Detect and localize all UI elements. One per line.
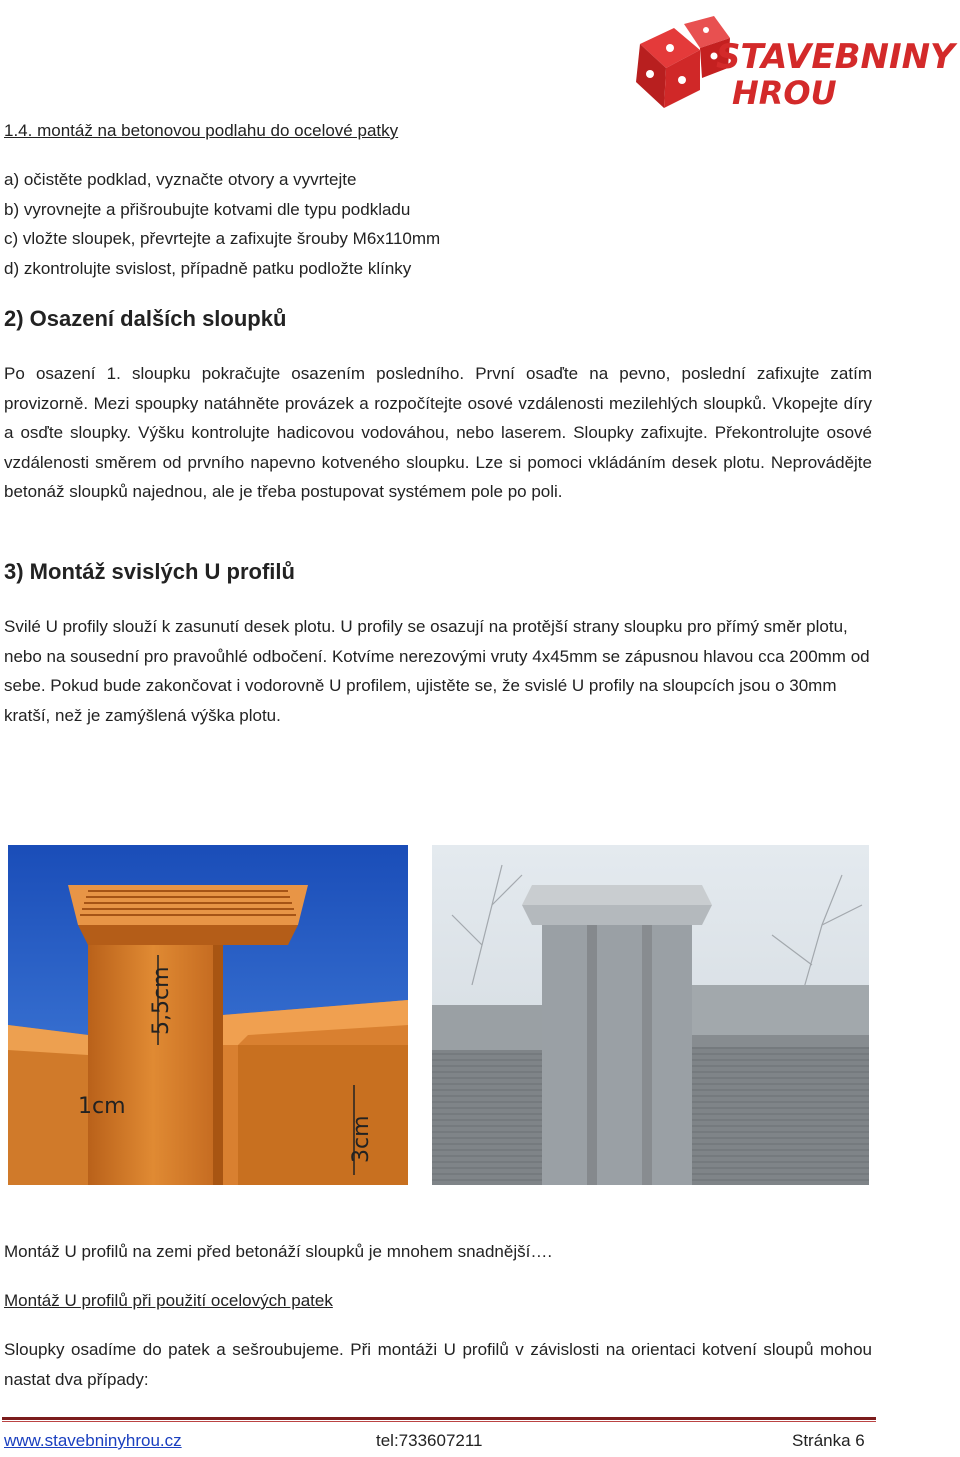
footer-rule	[2, 1417, 876, 1420]
company-logo	[626, 6, 960, 114]
footer-website-link[interactable]: www.stavebninyhrou.cz	[4, 1431, 182, 1450]
dim-label-5-5cm: 5,5cm	[149, 966, 174, 1035]
footer-phone: tel:733607211	[376, 1431, 483, 1450]
dim-label-3cm: 3cm	[349, 1115, 374, 1163]
heading-section-3: 3) Montáž svislých U profilů	[4, 559, 295, 584]
section-title: 1.4. montáž na betonovou podlahu do ocelové patky	[4, 121, 399, 140]
step-a: a) očistěte podklad, vyznačte otvory a vyvrtejte	[4, 170, 357, 189]
heading-section-2: 2) Osazení dalších sloupků	[4, 306, 287, 331]
paragraph-section-2: Po osazení 1. sloupku pokračujte osazením posledního. První osaďte na pevno, poslední zafixujte zatím provizorně. Mezi spoupky natáhněte provázek a rozpočítejte osové vzdálenosti mezilehlých sloupků. Vkopejte díry a osďte sloupky. Výšku kontrolujte hadicovou vodováhou, nebo laserem. Sloupky zafixujte. Překontrolujte osové vzdálenosti směrem od prvního napevno kotveného sloupku. Lze si pomoci vkládáním desek plotu. Neprovádějte betonáž sloupků najednou, ale je třeba postupovat systémem pole po poli.	[4, 364, 872, 502]
logo-line1: STAVEBNINY	[716, 37, 955, 77]
post-diagram-image	[8, 845, 408, 1185]
step-d: d) zkontrolujte svislost, případně patku podložte klínky	[4, 259, 412, 278]
dim-label-1cm: 1cm	[78, 1094, 126, 1119]
note-ground-mounting: Montáž U profilů na zemi před betonáží sloupků je mnohem snadnější….	[4, 1242, 553, 1261]
fence-photo-image	[432, 845, 869, 1185]
subheading-steel-feet: Montáž U profilů při použití ocelových patek	[4, 1291, 333, 1310]
paragraph-steel-feet: Sloupky osadíme do patek a sešroubujeme. Při montáži U profilů v závislosti na orientaci kotvení sloupů mohou nastat dva případy:	[4, 1340, 872, 1389]
footer-page-number: Stránka 6	[792, 1431, 865, 1450]
logo-line2: HROU	[732, 74, 837, 112]
step-b: b) vyrovnejte a přišroubujte kotvami dle typu podkladu	[4, 200, 411, 219]
step-c: c) vložte sloupek, převrtejte a zafixujte šrouby M6x110mm	[4, 229, 441, 248]
footer-rule-thin	[2, 1421, 876, 1422]
paragraph-section-3: Svilé U profily slouží k zasunutí desek plotu. U profily se osazují na protější strany sloupku pro přímý směr plotu, nebo na sousední pro pravoůhlé odbočení. Kotvíme nerezovými vruty 4x45mm se zápusnou hlavou cca 200mm od sebe. Pokud bude zakončovat i vodorovně U profilem, ujistěte se, že svislé U profily na sloupcích jsou o 30mm kratší, než je zamýšlená výška plotu.	[4, 617, 870, 725]
